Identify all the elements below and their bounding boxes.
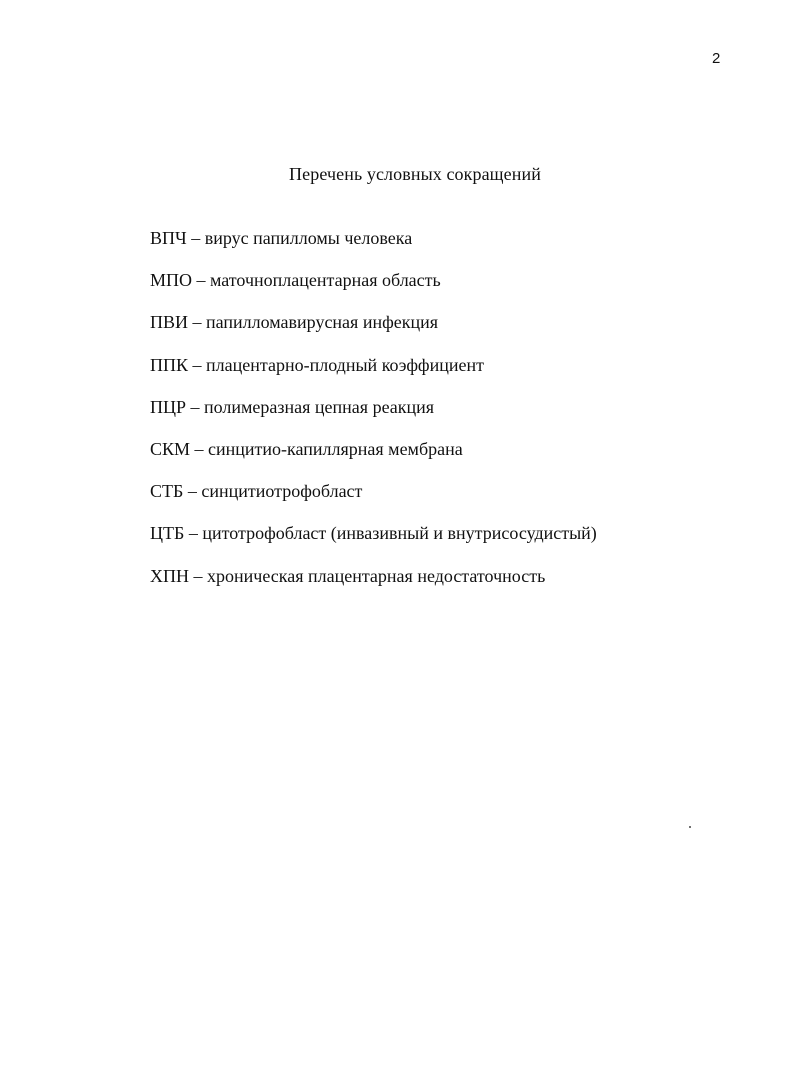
- abbreviation-item: [150, 269, 597, 311]
- abbreviation-definition: цитотрофобласт (инвазивный и внутрисосудистый): [202, 523, 597, 544]
- abbreviation-item: [150, 565, 597, 607]
- abbreviation-term: ВПЧ: [150, 228, 187, 248]
- abbreviation-list: [150, 227, 597, 607]
- abbreviation-item: [150, 227, 597, 269]
- abbreviation-definition: синцитио-капиллярная мембрана: [208, 438, 463, 459]
- abbreviation-definition: маточноплацентарная область: [210, 270, 441, 291]
- separator: –: [192, 270, 211, 291]
- separator: –: [183, 481, 202, 502]
- abbreviation-definition: синцитиотрофобласт: [201, 481, 363, 502]
- abbreviation-term: СТБ: [150, 481, 184, 502]
- separator: –: [186, 228, 205, 248]
- abbreviation-definition: плацентарно-плодный коэффициент: [206, 354, 484, 375]
- abbreviation-definition: хроническая плацентарная недостаточность: [207, 565, 546, 586]
- separator: –: [189, 565, 207, 586]
- abbreviation-item: [150, 480, 597, 522]
- abbreviation-item: [150, 311, 597, 353]
- abbreviation-term: СКМ: [150, 438, 191, 459]
- abbreviation-term: ХПН: [150, 565, 189, 586]
- abbreviation-definition: папилломавирусная инфекция: [206, 312, 439, 333]
- abbreviation-item: [150, 354, 597, 396]
- separator: –: [188, 312, 207, 333]
- abbreviation-definition: полимеразная цепная реакция: [204, 396, 435, 417]
- abbreviation-definition: вирус папилломы человека: [204, 228, 413, 248]
- abbreviation-item: [150, 438, 597, 480]
- abbreviation-term: ППК: [150, 354, 189, 375]
- page-number: 2: [712, 50, 721, 67]
- separator: –: [184, 523, 203, 544]
- abbreviation-term: ПВИ: [150, 312, 189, 333]
- abbreviation-term: ЦТБ: [150, 523, 185, 544]
- separator: –: [186, 396, 205, 417]
- abbreviation-item: [150, 396, 597, 438]
- abbreviation-item: [150, 522, 597, 564]
- abbreviation-term: ПЦР: [150, 396, 187, 417]
- page-title: Перечень условных сокращений: [289, 164, 541, 184]
- scan-speck: [689, 826, 691, 828]
- separator: –: [188, 354, 207, 375]
- separator: –: [190, 438, 209, 459]
- abbreviation-term: МПО: [150, 270, 193, 291]
